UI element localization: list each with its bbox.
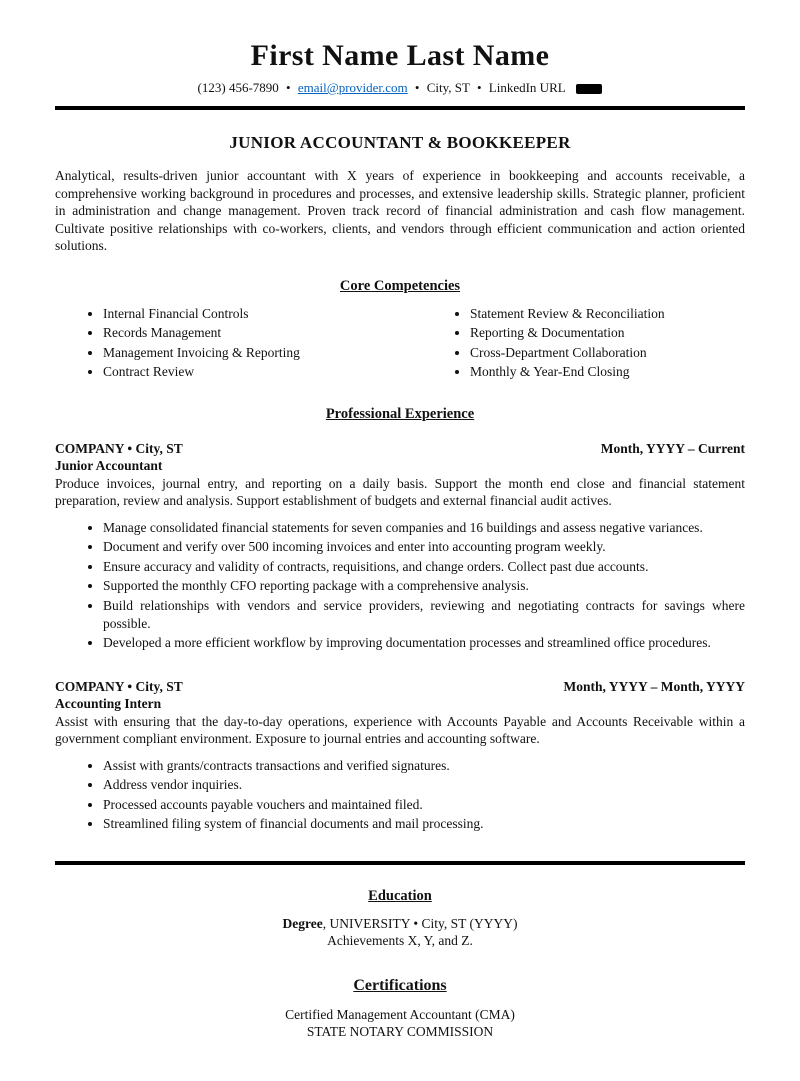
linkedin-text: LinkedIn URL <box>488 80 566 95</box>
competency-item: • Management Invoicing & Reporting <box>103 344 400 362</box>
degree-line <box>55 915 745 933</box>
education-details <box>55 915 745 950</box>
job-description: Assist with ensuring that the day-to-day operations, experience with Accounts Payable and Accounts Receivable within a government compliant environment. Exposure to journal entries and accounting software. <box>55 713 745 747</box>
education-heading: Education <box>368 887 432 904</box>
competency-item: • Records Management <box>103 324 400 342</box>
job-bullet-list <box>55 519 745 652</box>
certifications-heading: Certifications <box>353 976 447 994</box>
contact-line <box>55 80 745 97</box>
job-dates: Month, YYYY – Current <box>600 440 745 456</box>
job-header <box>55 678 745 696</box>
core-competencies-heading: Core Competencies <box>339 277 461 294</box>
job-bullet: • Streamlined filing system of financial documents and mail processing. <box>103 815 745 833</box>
job-bullet: • Build relationships with vendors and service providers, reviewing and negotiating contracts for savings where possible. <box>103 597 745 632</box>
candidate-name: First Name Last Name <box>250 39 550 72</box>
job-description: Produce invoices, journal entry, and reporting on a daily basis. Support the month end close and financial statement preparation, review and analysis. Support establishment of budgets and external financial audit actives. <box>55 475 745 509</box>
resume-title: JUNIOR ACCOUNTANT & BOOKKEEPER <box>229 132 571 152</box>
job-company: COMPANY • City, ST <box>55 440 183 456</box>
competencies-columns <box>55 305 745 383</box>
certifications-section <box>55 976 745 1041</box>
job-role: Junior Accountant <box>55 458 163 474</box>
job-bullet: • Assist with grants/contracts transactions and verified signatures. <box>103 757 745 775</box>
footer-rule <box>55 861 745 865</box>
competency-item: • Contract Review <box>103 363 400 381</box>
location-text: City, ST <box>426 80 470 95</box>
redaction-bar <box>576 84 602 94</box>
core-competencies-section <box>55 277 745 383</box>
separator-dot: • <box>476 80 482 95</box>
competency-item: • Reporting & Documentation <box>470 324 745 342</box>
job-bullet: • Ensure accuracy and validity of contracts, requisitions, and change orders. Collect past due accounts. <box>103 558 745 576</box>
certification-item: STATE NOTARY COMMISSION <box>306 1024 494 1040</box>
job-header <box>55 440 745 458</box>
email-link[interactable]: email@provider.com <box>297 80 408 95</box>
certification-item: Certified Management Accountant (CMA) <box>285 1006 515 1022</box>
competencies-right-list <box>400 305 745 383</box>
job-bullet: • Supported the monthly CFO reporting package with a comprehensive analysis. <box>103 577 745 595</box>
job-role: Accounting Intern <box>55 696 162 712</box>
job-bullet: • Manage consolidated financial statements for seven companies and 16 buildings and assess negative variances. <box>103 519 745 537</box>
education-section <box>55 887 745 950</box>
experience-section <box>55 405 745 833</box>
resume-header <box>55 36 745 110</box>
degree-name: Degree <box>282 915 323 931</box>
competency-item: • Internal Financial Controls <box>103 305 400 323</box>
experience-heading: Professional Experience <box>325 405 475 422</box>
job-bullet: • Address vendor inquiries. <box>103 776 745 794</box>
job-bullet-list <box>55 757 745 833</box>
competency-item: • Statement Review & Reconciliation <box>470 305 745 323</box>
job-entry <box>55 678 745 833</box>
job-entry <box>55 440 745 652</box>
competencies-left-list <box>55 305 400 383</box>
competency-item: • Monthly & Year-End Closing <box>470 363 745 381</box>
job-bullet: • Processed accounts payable vouchers and maintained filed. <box>103 796 745 814</box>
phone-text: (123) 456-7890 <box>197 80 279 95</box>
job-bullet: • Document and verify over 500 incoming invoices and enter into accounting program weekly. <box>103 538 745 556</box>
separator-dot: • <box>286 80 291 95</box>
header-rule <box>55 106 745 110</box>
achievements-line: Achievements X, Y, and Z. <box>327 933 473 949</box>
certifications-list <box>55 1006 745 1041</box>
job-company: COMPANY • City, ST <box>55 678 183 694</box>
competency-item: • Cross-Department Collaboration <box>470 344 745 362</box>
degree-school: , UNIVERSITY • City, ST (YYYY) <box>322 915 518 931</box>
job-bullet: • Developed a more efficient workflow by improving documentation processes and streamlined office procedures. <box>103 634 745 652</box>
summary-paragraph: Analytical, results-driven junior accountant with X years of experience in bookkeeping and accounts receivable, a comprehensive working background in procedures and processes, and extensive leadership skills. Strategic planner, proficient in administration and change management. Proven track record of financial administration and cash flow management. Cultivate positive relationships with co-workers, clients, and vendors through efficient communication and action oriented solutions. <box>55 167 745 254</box>
separator-dot: • <box>414 80 420 95</box>
job-dates: Month, YYYY – Month, YYYY <box>563 678 745 694</box>
